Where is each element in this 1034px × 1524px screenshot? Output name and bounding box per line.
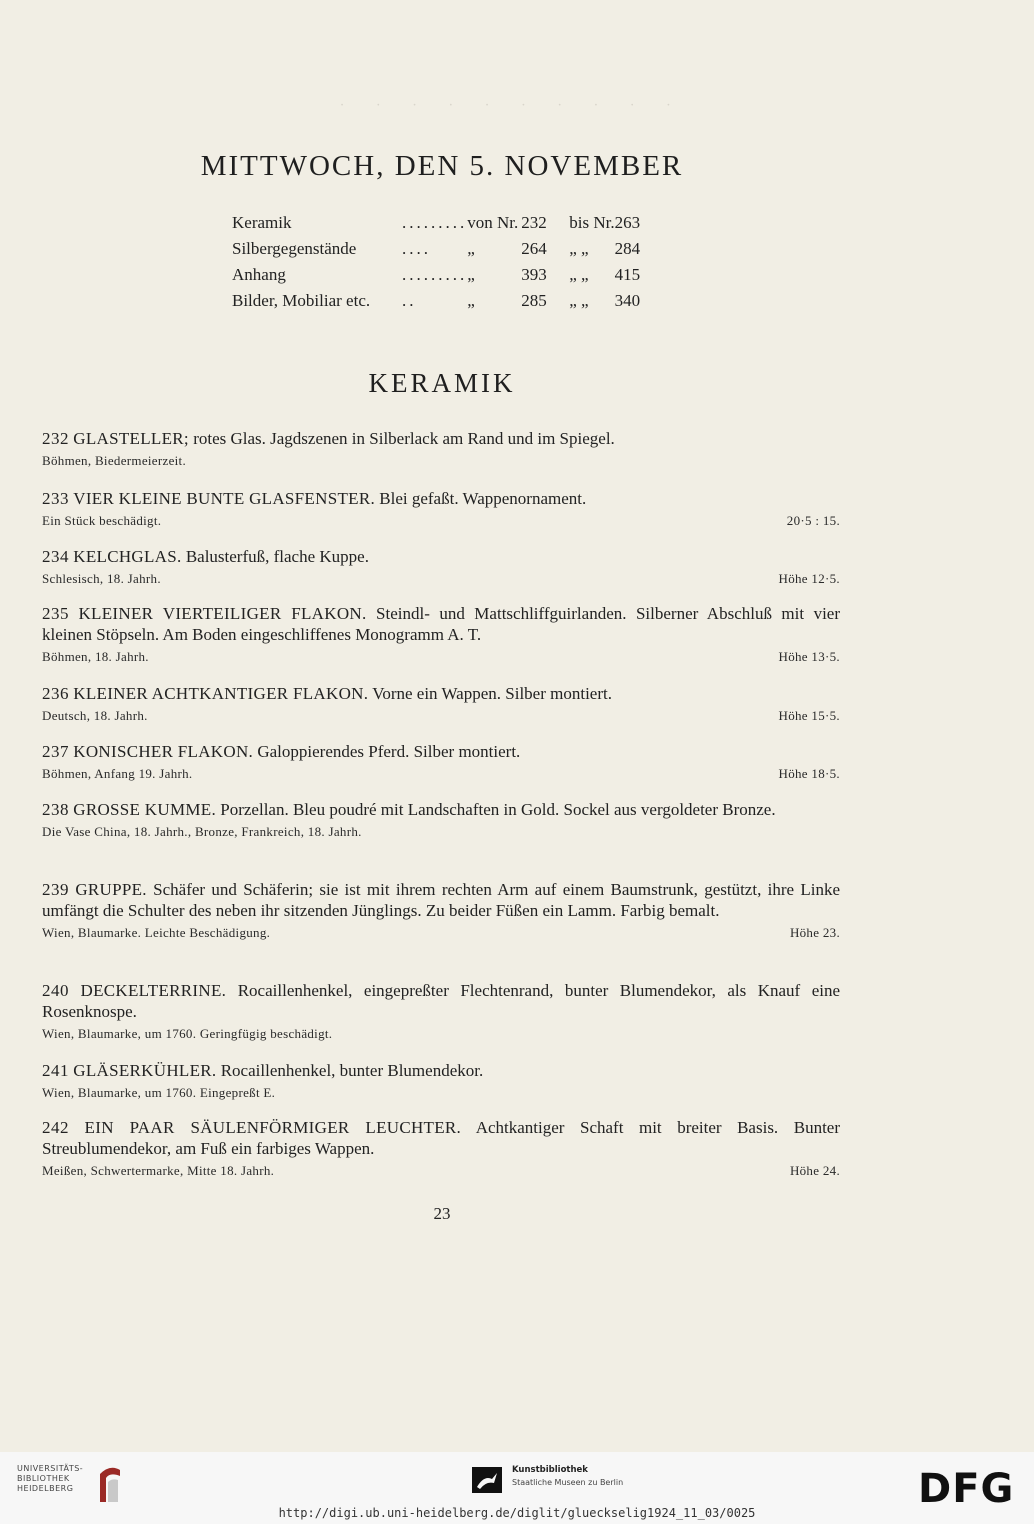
entry-text: Rocaillenhenkel, bunter Blumendekor. [220, 1061, 484, 1080]
entry-text: Achtkantiger Schaft mit breiter Basis. Bunter Streublumendekor, am Fuß ein farbiges Wappen. [42, 1118, 840, 1158]
contents-bis: „ „ [569, 265, 589, 284]
logo-line: HEIDELBERG [17, 1484, 74, 1493]
heidelberg-emblem-icon [96, 1462, 124, 1506]
contents-dots: .. [402, 291, 417, 310]
catalog-entry [42, 546, 840, 588]
contents-bis: „ „ [569, 291, 589, 310]
entry-title: EIN PAAR SÄULENFÖRMIGER LEUCHTER. [84, 1118, 462, 1137]
entry-meta [42, 924, 840, 942]
contents-row [232, 210, 663, 236]
entry-title: KELCHGLAS. [73, 547, 182, 566]
entry-meta [42, 707, 840, 725]
entry-number: 239 [42, 880, 69, 899]
permalink[interactable]: http://digi.ub.uni-heidelberg.de/diglit/glueckselig1924_11_03/0025 [278, 1506, 756, 1520]
entry-meta [42, 452, 840, 470]
kb-subtitle: Staatliche Museen zu Berlin [512, 1478, 624, 1487]
entry-size: Höhe 23. [789, 925, 840, 940]
entry-description [42, 488, 840, 509]
contents-to: 415 [614, 265, 641, 284]
entry-description [42, 428, 840, 449]
entry-number: 235 [42, 604, 69, 623]
page-number: 23 [433, 1204, 451, 1223]
entry-text: Vorne ein Wappen. Silber montiert. [372, 684, 612, 703]
entry-meta [42, 765, 840, 783]
entry-title: GRUPPE. [75, 880, 147, 899]
entry-number: 236 [42, 684, 69, 703]
entry-meta [42, 1084, 840, 1102]
entry-size: Höhe 12·5. [778, 571, 840, 586]
entry-number: 238 [42, 800, 69, 819]
contents-bis: bis Nr. [569, 213, 615, 232]
catalog-entry [42, 428, 840, 470]
contents-von: „ [467, 239, 475, 258]
contents-from: 264 [521, 239, 547, 258]
entry-size: Höhe 13·5. [778, 649, 840, 664]
entry-origin: Böhmen, Anfang 19. Jahrh. [42, 766, 193, 781]
entry-text: Steindl- und Mattschliffguirlanden. Silberner Abschluß mit vier kleinen Stöpseln. Am Boden eingeschliffenes Monogramm A. T. [42, 604, 841, 644]
contents-to: 340 [614, 291, 641, 310]
entry-text: Blei gefaßt. Wappenornament. [379, 489, 587, 508]
contents-from: 232 [521, 213, 547, 232]
contents-to: 284 [614, 239, 641, 258]
entry-title: KLEINER ACHTKANTIGER FLAKON. [73, 684, 369, 703]
entry-number: 237 [42, 742, 69, 761]
dfg-logo[interactable]: DFG [918, 1466, 1015, 1512]
catalog-entry [42, 603, 840, 666]
catalog-entry [42, 799, 840, 841]
entry-size: Höhe 15·5. [778, 708, 840, 723]
entry-meta [42, 823, 840, 841]
entry-description [42, 1060, 840, 1081]
bleed-through-text: · · · · · · · · · · [340, 98, 685, 113]
viewer-footer [0, 1452, 1034, 1524]
contents-from: 285 [521, 291, 547, 310]
contents-name: Anhang [232, 265, 286, 284]
entry-text: rotes Glas. Jagdszenen in Silberlack am Rand und im Spiegel. [193, 429, 615, 448]
entry-number: 234 [42, 547, 69, 566]
catalog-entry [42, 1060, 840, 1102]
contents-von: „ [467, 291, 475, 310]
entry-origin: Ein Stück beschädigt. [42, 513, 162, 528]
contents-von: von Nr. [467, 213, 519, 232]
entry-meta [42, 1162, 840, 1180]
entry-number: 242 [42, 1118, 69, 1137]
catalog-entry [42, 879, 840, 942]
entry-size: 20·5 : 15. [786, 513, 840, 528]
kunstbibliothek-icon [472, 1467, 502, 1493]
entry-meta [42, 1025, 840, 1043]
entry-description [42, 546, 840, 567]
contents-dots: ......... [402, 265, 468, 284]
entry-origin: Schlesisch, 18. Jahrh. [42, 571, 161, 586]
entry-meta [42, 570, 840, 588]
entry-title: GLÄSERKÜHLER. [73, 1061, 217, 1080]
contents-bis: „ „ [569, 239, 589, 258]
entry-number: 240 [42, 981, 69, 1000]
contents-row [232, 262, 663, 288]
entry-description [42, 879, 840, 921]
entry-title: DECKELTERRINE. [80, 981, 227, 1000]
contents-name: Bilder, Mobiliar etc. [232, 291, 371, 310]
entry-size: Höhe 24. [789, 1163, 840, 1178]
logo-line: BIBLIOTHEK [17, 1474, 70, 1483]
contents-dots: ......... [402, 213, 468, 232]
entry-text: Balusterfuß, flache Kuppe. [185, 547, 369, 566]
entry-origin: Böhmen, 18. Jahrh. [42, 649, 149, 664]
entry-meta [42, 648, 840, 666]
contents-to: 263 [614, 213, 641, 232]
catalog-entry [42, 683, 840, 725]
section-title: KERAMIK [368, 368, 516, 398]
contents-from: 393 [521, 265, 547, 284]
entry-title: GLASTELLER; [73, 429, 189, 448]
entry-origin: Die Vase China, 18. Jahrh., Bronze, Frankreich, 18. Jahrh. [42, 824, 362, 839]
contents-row [232, 288, 663, 314]
entry-text: Porzellan. Bleu poudré mit Landschaften in Gold. Sockel aus vergoldeter Bronze. [220, 800, 776, 819]
entry-origin: Wien, Blaumarke. Leichte Beschädigung. [42, 925, 271, 940]
entry-title: KLEINER VIERTEILIGER FLAKON. [78, 604, 367, 623]
logo-line: UNIVERSITÄTS- [17, 1464, 84, 1473]
entry-description [42, 1117, 840, 1159]
entry-meta [42, 512, 840, 530]
contents-row [232, 236, 663, 262]
entry-origin: Wien, Blaumarke, um 1760. Geringfügig beschädigt. [42, 1026, 333, 1041]
page-heading: MITTWOCH, DEN 5. NOVEMBER [200, 150, 684, 182]
entry-description [42, 980, 840, 1022]
contents-name: Silbergegenstände [232, 239, 357, 258]
entry-size: Höhe 18·5. [778, 766, 840, 781]
contents-dots: .... [402, 239, 431, 258]
entry-number: 233 [42, 489, 69, 508]
entry-description [42, 683, 840, 704]
kb-title: Kunstbibliothek [512, 1465, 588, 1475]
entry-description [42, 799, 840, 820]
entry-number: 241 [42, 1061, 69, 1080]
entry-number: 232 [42, 429, 69, 448]
catalog-entry [42, 741, 840, 783]
heidelberg-library-logo[interactable] [17, 1464, 83, 1494]
contents-von: „ [467, 265, 475, 284]
entry-origin: Böhmen, Biedermeierzeit. [42, 453, 187, 468]
catalog-entry [42, 1117, 840, 1180]
entry-text: Galoppierendes Pferd. Silber montiert. [257, 742, 521, 761]
entry-title: VIER KLEINE BUNTE GLASFENSTER. [73, 489, 376, 508]
entry-origin: Meißen, Schwertermarke, Mitte 18. Jahrh. [42, 1163, 275, 1178]
contents-table [232, 210, 663, 314]
entry-title: KONISCHER FLAKON. [73, 742, 254, 761]
contents-name: Keramik [232, 213, 292, 232]
entry-origin: Wien, Blaumarke, um 1760. Eingepreßt E. [42, 1085, 276, 1100]
entry-description [42, 603, 840, 645]
entry-origin: Deutsch, 18. Jahrh. [42, 708, 148, 723]
entry-title: GROSSE KUMME. [73, 800, 217, 819]
catalog-entry [42, 980, 840, 1043]
kunstbibliothek-logo[interactable] [472, 1465, 662, 1495]
entry-description [42, 741, 840, 762]
entry-text: Rocaillenhenkel, eingepreßter Flechtenrand, bunter Blumendekor, als Knauf eine Rosenknospe. [42, 981, 841, 1021]
entry-text: Schäfer und Schäferin; sie ist mit ihrem rechten Arm auf einem Baumstrunk, gestützt, ihre Linke umfängt die Schulter des neben ihr sitzenden Jünglings. Zu beider Füßen ein Lamm. Farbig bemalt. [42, 880, 841, 920]
catalog-entry [42, 488, 840, 530]
